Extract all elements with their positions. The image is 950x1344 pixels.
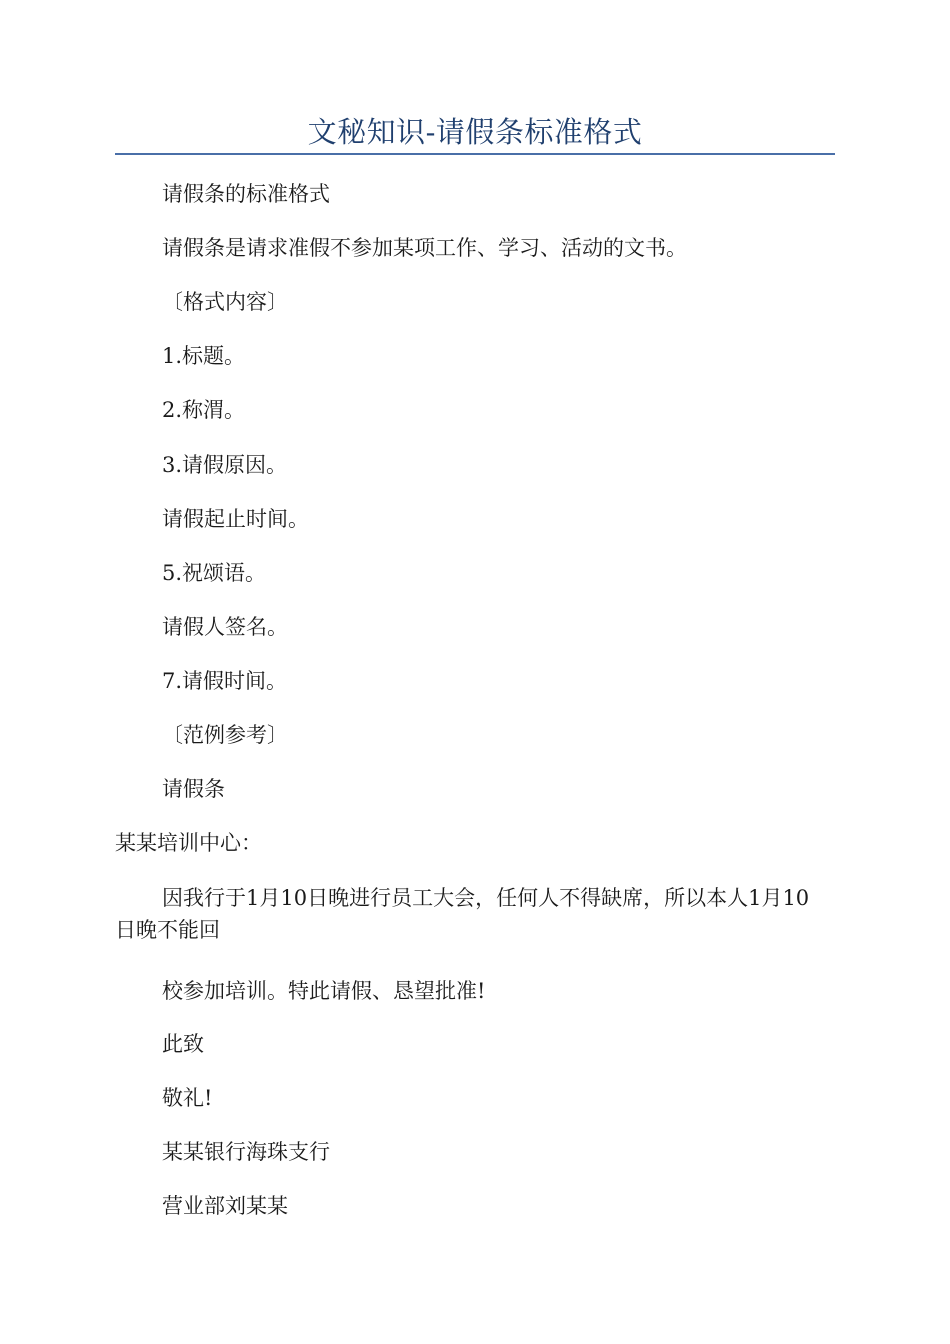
format-item-title: 1.标题。 (162, 344, 246, 368)
format-item-salutation: 2.称渭。 (162, 398, 246, 422)
example-salutation: 某某培训中心： (115, 831, 262, 855)
subtitle-line: 请假条的标准格式 (162, 182, 330, 206)
document-title: 文秘知识-请假条标准格式 (307, 115, 643, 149)
format-item-signature: 请假人签名。 (162, 615, 288, 639)
example-regards: 敬礼! (162, 1086, 213, 1110)
example-section-heading: 〔范例参考〕 (162, 723, 288, 747)
format-item-date: 7.请假时间。 (162, 669, 288, 693)
format-item-reason: 3.请假原因。 (162, 453, 288, 477)
example-body-continued: 校参加培训。特此请假、恳望批准! (162, 979, 486, 1003)
example-signature-name: 营业部刘某某 (162, 1194, 288, 1218)
definition-line: 请假条是请求准假不参加某项工作、学习、活动的文书。 (162, 236, 687, 260)
example-body-paragraph: 因我行于1月10日晚进行员工大会，任何人不得缺席，所以本人1月10日晚不能回 (115, 886, 810, 942)
format-section-heading: 〔格式内容〕 (162, 290, 288, 314)
example-title: 请假条 (162, 777, 225, 801)
format-item-period: 请假起止时间。 (162, 507, 309, 531)
example-closing: 此致 (162, 1032, 204, 1056)
format-item-greeting: 5.祝颂语。 (162, 561, 267, 585)
title-underline (115, 153, 835, 155)
example-signature-org: 某某银行海珠支行 (162, 1140, 330, 1164)
